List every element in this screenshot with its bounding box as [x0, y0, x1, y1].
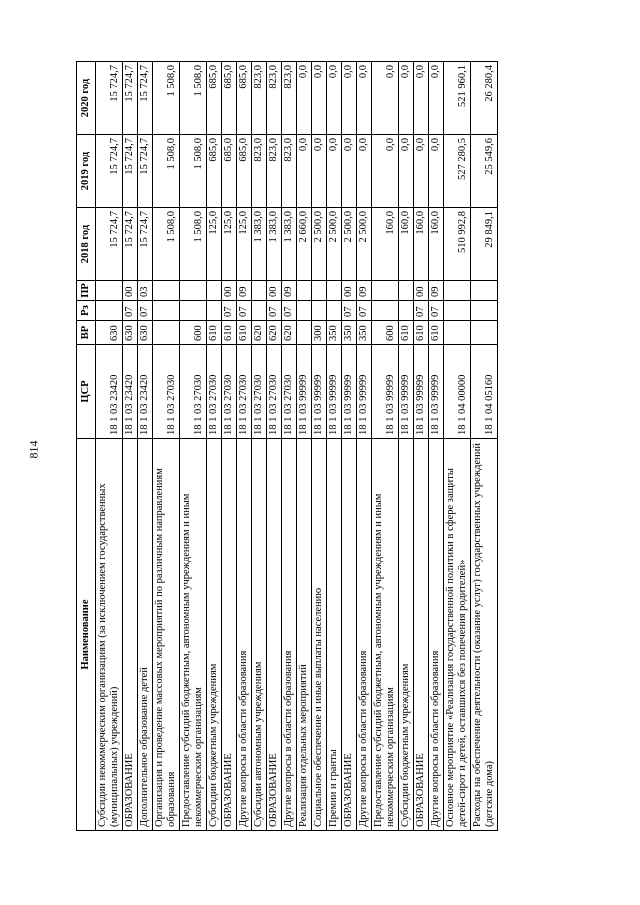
cell-rz: 07	[357, 301, 372, 321]
cell-2020: 0,0	[414, 62, 429, 135]
table-row	[414, 62, 429, 831]
cell-2018: 160,0	[429, 208, 444, 281]
header-pr: ПР	[77, 281, 96, 301]
cell-2018: 125,0	[207, 208, 222, 281]
cell-pr	[252, 281, 267, 301]
cell-2019: 0,0	[342, 135, 357, 208]
table-row	[153, 62, 180, 831]
cell-2018: 510 992,8	[444, 208, 471, 281]
cell-pr	[297, 281, 312, 301]
cell-name: Другие вопросы в области образования	[237, 439, 252, 831]
cell-name: Социальное обеспечение и иные выплаты населению	[312, 439, 327, 831]
cell-pr	[180, 281, 207, 301]
table-row	[372, 62, 399, 831]
cell-csr: 18 1 03 99999	[357, 345, 372, 439]
cell-vr: 350	[342, 321, 357, 345]
table-row	[252, 62, 267, 831]
header-2019: 2019 год	[77, 135, 96, 208]
cell-rz	[399, 301, 414, 321]
cell-csr: 18 1 04 05160	[471, 345, 498, 439]
table-row	[327, 62, 342, 831]
table-row	[471, 62, 498, 831]
table-row	[267, 62, 282, 831]
cell-csr: 18 1 03 99999	[312, 345, 327, 439]
cell-2018: 2 660,0	[297, 208, 312, 281]
cell-2020: 823,0	[282, 62, 297, 135]
cell-2019: 25 549,6	[471, 135, 498, 208]
cell-csr: 18 1 04 00000	[444, 345, 471, 439]
cell-2019: 527 280,5	[444, 135, 471, 208]
cell-pr	[312, 281, 327, 301]
cell-2018: 15 724,7	[138, 208, 153, 281]
cell-name: ОБРАЗОВАНИЕ	[414, 439, 429, 831]
cell-2019: 685,0	[207, 135, 222, 208]
table-row	[237, 62, 252, 831]
cell-vr: 610	[207, 321, 222, 345]
table-row	[297, 62, 312, 831]
cell-pr	[207, 281, 222, 301]
cell-rz	[207, 301, 222, 321]
header-vr: ВР	[77, 321, 96, 345]
cell-2019: 685,0	[222, 135, 237, 208]
cell-2018: 1 508,0	[153, 208, 180, 281]
cell-rz: 07	[222, 301, 237, 321]
cell-2019: 0,0	[399, 135, 414, 208]
cell-2020: 15 724,7	[96, 62, 123, 135]
cell-csr: 18 1 03 27030	[180, 345, 207, 439]
cell-2020: 0,0	[399, 62, 414, 135]
cell-2019: 0,0	[372, 135, 399, 208]
cell-2019: 0,0	[357, 135, 372, 208]
table-row	[342, 62, 357, 831]
cell-2018: 125,0	[237, 208, 252, 281]
cell-2020: 0,0	[342, 62, 357, 135]
cell-pr	[153, 281, 180, 301]
cell-2019: 823,0	[267, 135, 282, 208]
cell-2018: 1 508,0	[180, 208, 207, 281]
cell-2019: 0,0	[414, 135, 429, 208]
cell-rz	[312, 301, 327, 321]
cell-csr: 18 1 03 27030	[153, 345, 180, 439]
cell-name: Предоставление субсидий бюджетным, автономным учреждениям и иным некоммерческим организациям	[372, 439, 399, 831]
table-row	[312, 62, 327, 831]
cell-vr: 610	[429, 321, 444, 345]
cell-pr	[372, 281, 399, 301]
cell-pr: 00	[123, 281, 138, 301]
cell-rz: 07	[414, 301, 429, 321]
cell-name: Основное мероприятие «Реализация государственной политики в сфере защиты детей-сирот и детей, оставшихся без попечения родителей»	[444, 439, 471, 831]
cell-vr: 610	[414, 321, 429, 345]
table-row	[357, 62, 372, 831]
cell-2018: 1 383,0	[282, 208, 297, 281]
cell-rz: 07	[267, 301, 282, 321]
cell-csr: 18 1 03 99999	[399, 345, 414, 439]
cell-rz	[252, 301, 267, 321]
cell-pr: 00	[414, 281, 429, 301]
cell-vr: 600	[180, 321, 207, 345]
cell-2018: 160,0	[414, 208, 429, 281]
cell-rz: 07	[429, 301, 444, 321]
cell-rz: 07	[342, 301, 357, 321]
cell-2020: 26 280,4	[471, 62, 498, 135]
cell-rz	[471, 301, 498, 321]
cell-2020: 0,0	[312, 62, 327, 135]
cell-2019: 0,0	[327, 135, 342, 208]
table-row	[444, 62, 471, 831]
cell-pr: 03	[138, 281, 153, 301]
cell-2019: 685,0	[237, 135, 252, 208]
cell-2020: 685,0	[207, 62, 222, 135]
cell-csr: 18 1 03 23420	[96, 345, 123, 439]
cell-csr: 18 1 03 99999	[297, 345, 312, 439]
cell-rz	[96, 301, 123, 321]
cell-2019: 0,0	[429, 135, 444, 208]
cell-name: Другие вопросы в области образования	[429, 439, 444, 831]
header-2018: 2018 год	[77, 208, 96, 281]
cell-vr: 620	[252, 321, 267, 345]
cell-vr: 630	[96, 321, 123, 345]
cell-2020: 521 960,1	[444, 62, 471, 135]
cell-csr: 18 1 03 27030	[252, 345, 267, 439]
cell-vr: 300	[312, 321, 327, 345]
table-row	[207, 62, 222, 831]
cell-rz: 07	[123, 301, 138, 321]
cell-rz	[444, 301, 471, 321]
cell-vr	[153, 321, 180, 345]
cell-2018: 2 500,0	[327, 208, 342, 281]
cell-csr: 18 1 03 99999	[327, 345, 342, 439]
cell-rz	[297, 301, 312, 321]
cell-2020: 0,0	[429, 62, 444, 135]
cell-pr: 09	[429, 281, 444, 301]
page-number: 814	[26, 440, 41, 459]
cell-pr	[471, 281, 498, 301]
cell-2019: 15 724,7	[123, 135, 138, 208]
cell-vr: 350	[327, 321, 342, 345]
cell-vr: 620	[282, 321, 297, 345]
table-row	[429, 62, 444, 831]
cell-rz: 07	[282, 301, 297, 321]
cell-2019: 1 508,0	[180, 135, 207, 208]
cell-2019: 823,0	[282, 135, 297, 208]
cell-2020: 0,0	[372, 62, 399, 135]
cell-csr: 18 1 03 99999	[429, 345, 444, 439]
cell-vr: 600	[372, 321, 399, 345]
table-row	[399, 62, 414, 831]
cell-2019: 15 724,7	[96, 135, 123, 208]
cell-name: Дополнительное образование детей	[138, 439, 153, 831]
cell-name: ОБРАЗОВАНИЕ	[267, 439, 282, 831]
cell-2018: 1 383,0	[252, 208, 267, 281]
cell-2020: 0,0	[357, 62, 372, 135]
table-row	[282, 62, 297, 831]
cell-2020: 0,0	[297, 62, 312, 135]
cell-name: Другие вопросы в области образования	[282, 439, 297, 831]
cell-csr: 18 1 03 99999	[372, 345, 399, 439]
cell-rz: 07	[138, 301, 153, 321]
cell-2020: 15 724,7	[138, 62, 153, 135]
cell-2020: 685,0	[222, 62, 237, 135]
cell-name: Субсидии некоммерческим организациям (за исключением государственных (муниципальных) учреждений)	[96, 439, 123, 831]
cell-2018: 1 383,0	[267, 208, 282, 281]
header-2020: 2020 год	[77, 62, 96, 135]
cell-vr: 630	[138, 321, 153, 345]
cell-name: Реализация отдельных мероприятий	[297, 439, 312, 831]
cell-rz: 07	[237, 301, 252, 321]
cell-vr: 630	[123, 321, 138, 345]
cell-name: ОБРАЗОВАНИЕ	[342, 439, 357, 831]
table-row	[96, 62, 123, 831]
table-row	[222, 62, 237, 831]
cell-2018: 29 849,1	[471, 208, 498, 281]
cell-2019: 1 508,0	[153, 135, 180, 208]
cell-csr: 18 1 03 99999	[342, 345, 357, 439]
cell-pr: 00	[342, 281, 357, 301]
cell-2020: 823,0	[252, 62, 267, 135]
cell-2018: 2 500,0	[357, 208, 372, 281]
cell-vr: 610	[237, 321, 252, 345]
cell-2019: 823,0	[252, 135, 267, 208]
cell-csr: 18 1 03 23420	[123, 345, 138, 439]
cell-name: Субсидии бюджетным учреждениям	[399, 439, 414, 831]
table-header-row	[77, 62, 96, 831]
cell-name: Премии и гранты	[327, 439, 342, 831]
cell-pr: 09	[282, 281, 297, 301]
cell-csr: 18 1 03 27030	[267, 345, 282, 439]
cell-name: Субсидии автономным учреждениям	[252, 439, 267, 831]
table-row	[123, 62, 138, 831]
budget-table	[76, 61, 498, 831]
cell-name: ОБРАЗОВАНИЕ	[222, 439, 237, 831]
cell-rz	[327, 301, 342, 321]
cell-2019: 0,0	[312, 135, 327, 208]
cell-csr: 18 1 03 99999	[414, 345, 429, 439]
cell-2018: 160,0	[399, 208, 414, 281]
cell-csr: 18 1 03 23420	[138, 345, 153, 439]
cell-name: Организация и проведение массовых мероприятий по различным направлениям образования	[153, 439, 180, 831]
cell-pr	[96, 281, 123, 301]
cell-csr: 18 1 03 27030	[222, 345, 237, 439]
cell-pr: 09	[237, 281, 252, 301]
header-csr: ЦСР	[77, 345, 96, 439]
cell-rz	[372, 301, 399, 321]
cell-vr: 620	[267, 321, 282, 345]
cell-2019: 0,0	[297, 135, 312, 208]
cell-name: Субсидии бюджетным учреждениям	[207, 439, 222, 831]
table-body	[96, 62, 498, 831]
cell-2020: 1 508,0	[153, 62, 180, 135]
header-name: Наименование	[77, 439, 96, 831]
cell-vr	[471, 321, 498, 345]
cell-2020: 823,0	[267, 62, 282, 135]
cell-csr: 18 1 03 27030	[207, 345, 222, 439]
cell-2019: 15 724,7	[138, 135, 153, 208]
cell-pr: 00	[267, 281, 282, 301]
cell-name: Другие вопросы в области образования	[357, 439, 372, 831]
cell-2018: 15 724,7	[123, 208, 138, 281]
cell-vr	[444, 321, 471, 345]
cell-2018: 2 500,0	[342, 208, 357, 281]
cell-pr: 09	[357, 281, 372, 301]
cell-name: ОБРАЗОВАНИЕ	[123, 439, 138, 831]
cell-rz	[180, 301, 207, 321]
cell-2018: 2 500,0	[312, 208, 327, 281]
cell-2020: 0,0	[327, 62, 342, 135]
cell-2020: 685,0	[237, 62, 252, 135]
rotated-table-container	[76, 61, 526, 831]
cell-2018: 160,0	[372, 208, 399, 281]
cell-csr: 18 1 03 27030	[237, 345, 252, 439]
table-row	[138, 62, 153, 831]
cell-vr	[297, 321, 312, 345]
cell-csr: 18 1 03 27030	[282, 345, 297, 439]
cell-vr: 350	[357, 321, 372, 345]
cell-vr: 610	[399, 321, 414, 345]
cell-pr: 00	[222, 281, 237, 301]
table-row	[180, 62, 207, 831]
cell-2020: 15 724,7	[123, 62, 138, 135]
cell-pr	[399, 281, 414, 301]
header-rz: Рз	[77, 301, 96, 321]
cell-rz	[153, 301, 180, 321]
cell-pr	[444, 281, 471, 301]
cell-pr	[327, 281, 342, 301]
cell-name: Расходы на обеспечение деятельности (оказание услуг) государственных учреждений (детские дома)	[471, 439, 498, 831]
cell-vr: 610	[222, 321, 237, 345]
cell-2020: 1 508,0	[180, 62, 207, 135]
cell-2018: 15 724,7	[96, 208, 123, 281]
cell-2018: 125,0	[222, 208, 237, 281]
cell-name: Предоставление субсидий бюджетным, автономным учреждениям и иным некоммерческим организациям	[180, 439, 207, 831]
